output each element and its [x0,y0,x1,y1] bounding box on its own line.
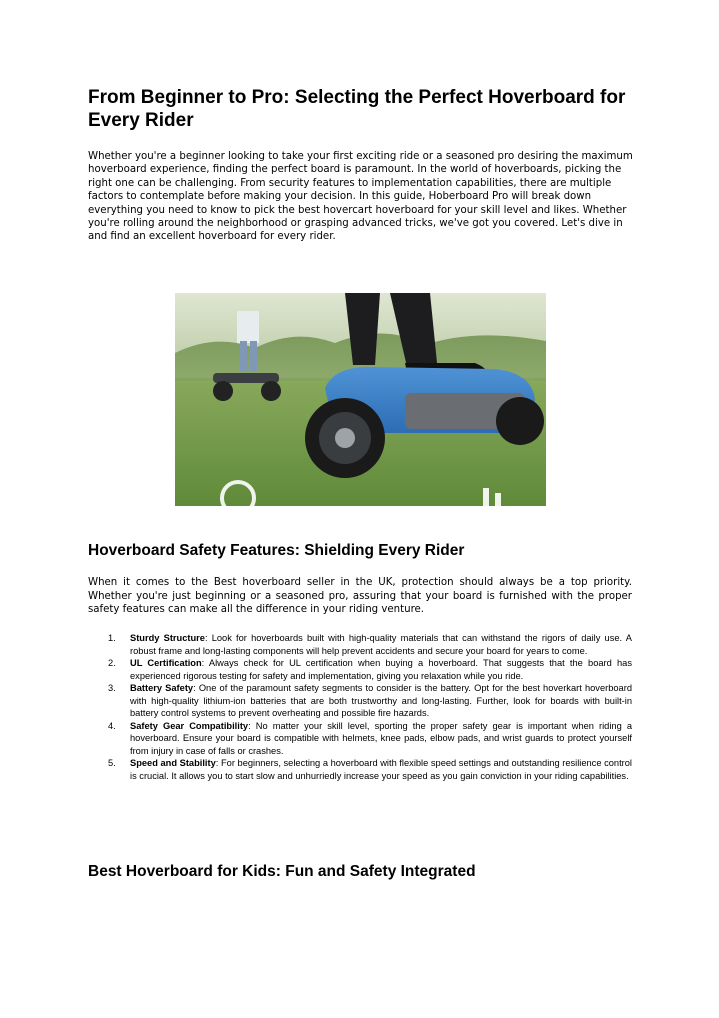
safety-heading: Hoverboard Safety Features: Shielding Every Rider [88,542,465,559]
list-item-text: : One of the paramount safety segments to consider is the battery. Opt for the best hoverkart hoverboard with high-quality lithium-ion batteries that are both trustworthy and long-lasting. Further, look for boards with built-in battery control systems to prevent overheating and possible fire hazards. [130,683,632,718]
list-item-text: : Look for hoverboards built with high-quality materials that can withstand the rigors of daily use. A robust frame and long-lasting components will help prevent accidents and secure your board for years to come. [130,633,632,656]
list-item-number: 3. [108,683,116,693]
list-item-number: 4. [108,720,116,731]
list-item-text: : No matter your skill level, sporting the proper safety gear is important when riding a hoverboard. Ensure your board is compatible with helmets, knee pads, elbow pads, and wrist guards to protect yourself from injury in case of falls or crashes. [130,720,632,756]
list-item-term: Safety Gear Compatibility [130,720,249,731]
list-item-body [130,632,632,657]
list-item-body [130,657,632,682]
list-item-number: 1. [108,633,116,643]
list-item-term: Sturdy Structure [130,633,205,643]
article-intro: Whether you're a beginner looking to take your first exciting ride or a seasoned pro desiring the maximum hoverboard experience, finding the perfect board is paramount. In the world of hoverboards, picking the right one can be challenging. From security features to implementation capabilities, there are multiple factors to contemplate before making your decision. In this guide, Hoberboard Pro will break down everything you need to know to pick the best hovercart hoverboard for your skill level and likes. Whether you're rolling around the neighborhood or grasping advanced tricks, we've got you covered. Let's dive in and find an excellent hoverboard for every rider. [88,151,633,243]
list-item [108,720,632,758]
article-title: From Beginner to Pro: Selecting the Perfect Hoverboard for Every Rider [88,87,626,131]
list-item-term: Battery Safety [130,683,194,693]
safety-feature-list [108,632,632,782]
list-item-text: : Always check for UL certification when buying a hoverboard. That suggests that the board has experienced rigorous testing for safety and implementation, giving you relaxation while you ride. [130,658,632,681]
safety-intro: When it comes to the Best hoverboard seller in the UK, protection should always be a top priority. Whether you're just beginning or a seasoned pro, assuring that your board is furnished with the proper safety features can make all the difference in your riding venture. [88,577,632,616]
list-item-number: 2. [108,658,116,668]
list-item-number: 5. [108,758,116,768]
list-item-body [130,720,632,758]
list-item-term: Speed and Stability [130,758,216,768]
list-item [108,757,632,782]
kids-heading: Best Hoverboard for Kids: Fun and Safety Integrated [88,863,476,880]
list-item [108,657,632,682]
hoverboard-photo [175,293,546,506]
list-item [108,682,632,720]
list-item-text: : For beginners, selecting a hoverboard with flexible speed settings and outstanding resilience control is crucial. It allows you to start slow and unhurriedly increase your speed as you gain conviction in your riding capabilities. [130,758,632,781]
list-item-body [130,682,632,720]
list-item [108,632,632,657]
list-item-body [130,757,632,782]
list-item-term: UL Certification [130,658,202,668]
